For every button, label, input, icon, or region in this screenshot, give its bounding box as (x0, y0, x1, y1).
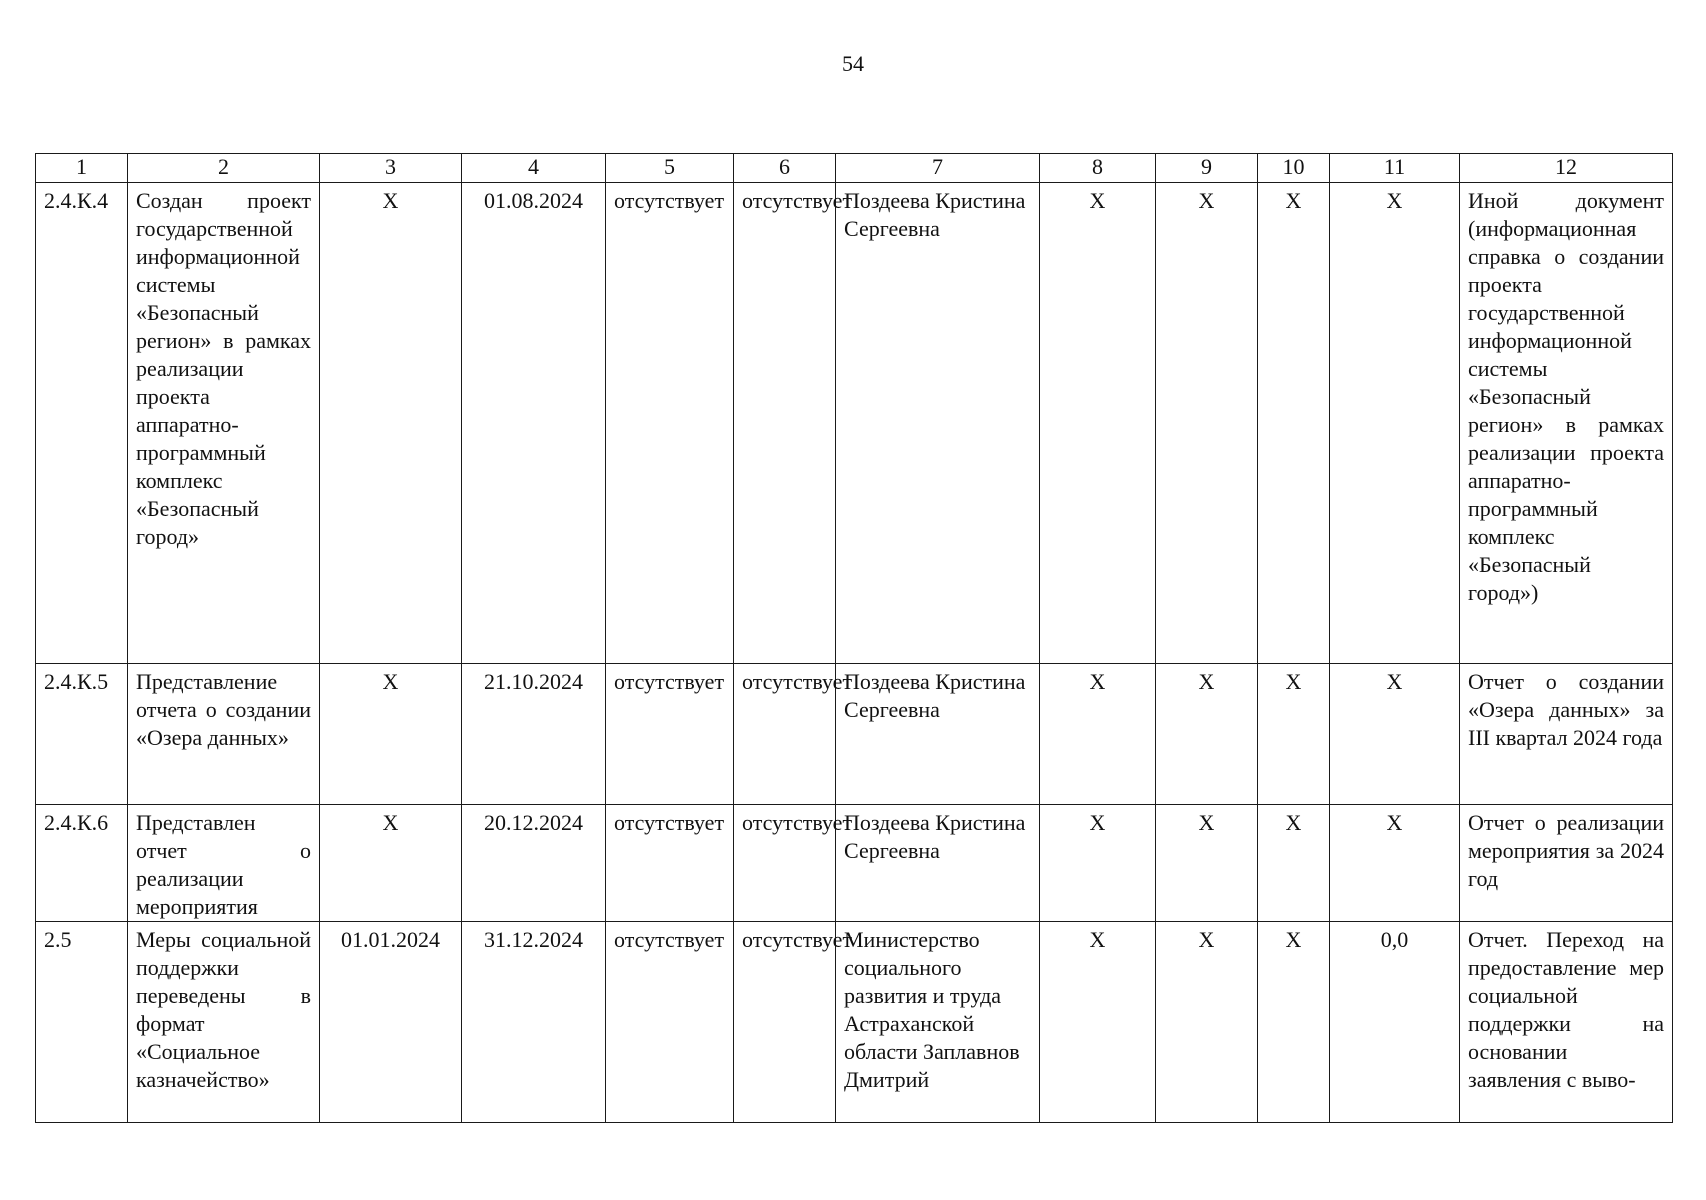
column-header: 11 (1330, 154, 1460, 183)
cell-col4: 21.10.2024 (462, 664, 606, 805)
cell-name: Создан проект государственной информационной системы «Безопасный регион» в рамках реализации проекта аппаратно-программный комплекс «Безопасный город» (128, 183, 320, 664)
cell-col3: Х (320, 183, 462, 664)
header-row (36, 154, 1673, 183)
cell-col3: Х (320, 664, 462, 805)
cell-col4: 31.12.2024 (462, 922, 606, 1123)
cell-col5: отсутствует (606, 183, 734, 664)
column-header: 8 (1040, 154, 1156, 183)
cell-col4: 20.12.2024 (462, 805, 606, 922)
cell-col6: отсутствует (734, 805, 836, 922)
cell-result: Отчет о реализации мероприятия за 2024 год (1460, 805, 1673, 922)
column-header: 12 (1460, 154, 1673, 183)
cell-col3: Х (320, 805, 462, 922)
table-row (36, 922, 1673, 1123)
cell-name: Представление отчета о создании «Озера данных» (128, 664, 320, 805)
cell-result: Иной документ (информационная справка о создании проекта государственной информационной системы «Безопасный регион» в рамках реализации проекта аппаратно-программный комплекс «Безопасный город») (1460, 183, 1673, 664)
cell-col11: 0,0 (1330, 922, 1460, 1123)
cell-responsible: Поздеева Кристина Сергеевна (836, 183, 1040, 664)
cell-col9: Х (1156, 183, 1258, 664)
cell-col10: Х (1258, 805, 1330, 922)
table-row (36, 805, 1673, 922)
cell-code: 2.4.К.5 (36, 664, 128, 805)
cell-col10: Х (1258, 922, 1330, 1123)
cell-col6: отсутствует (734, 664, 836, 805)
column-header: 6 (734, 154, 836, 183)
cell-col11: Х (1330, 664, 1460, 805)
column-header: 1 (36, 154, 128, 183)
cell-result: Отчет о создании «Озера данных» за III квартал 2024 года (1460, 664, 1673, 805)
data-table (35, 153, 1673, 1123)
cell-col8: Х (1040, 922, 1156, 1123)
cell-col8: Х (1040, 805, 1156, 922)
column-header: 3 (320, 154, 462, 183)
page-number: 54 (842, 51, 864, 76)
table-row (36, 183, 1673, 664)
cell-col11: Х (1330, 805, 1460, 922)
cell-col10: Х (1258, 664, 1330, 805)
cell-col5: отсутствует (606, 922, 734, 1123)
column-header: 2 (128, 154, 320, 183)
cell-responsible: Министерство социального развития и труда Астраханской области Заплавнов Дмитрий (836, 922, 1040, 1123)
cell-col3: 01.01.2024 (320, 922, 462, 1123)
column-header: 9 (1156, 154, 1258, 183)
cell-name: Представлен отчет о реализации мероприятия (128, 805, 320, 922)
cell-col9: Х (1156, 922, 1258, 1123)
cell-result: Отчет. Переход на предоставление мер социальной поддержки на основании заявления с выво- (1460, 922, 1673, 1123)
column-header: 7 (836, 154, 1040, 183)
cell-code: 2.4.К.6 (36, 805, 128, 922)
column-header: 5 (606, 154, 734, 183)
cell-col6: отсутствует (734, 183, 836, 664)
cell-col9: Х (1156, 805, 1258, 922)
cell-col11: Х (1330, 183, 1460, 664)
column-header: 4 (462, 154, 606, 183)
cell-col8: Х (1040, 183, 1156, 664)
cell-col4: 01.08.2024 (462, 183, 606, 664)
cell-col9: Х (1156, 664, 1258, 805)
cell-col6: отсутствует (734, 922, 836, 1123)
cell-responsible: Поздеева Кристина Сергеевна (836, 805, 1040, 922)
cell-col8: Х (1040, 664, 1156, 805)
cell-code: 2.4.К.4 (36, 183, 128, 664)
cell-code: 2.5 (36, 922, 128, 1123)
column-header: 10 (1258, 154, 1330, 183)
cell-col10: Х (1258, 183, 1330, 664)
cell-name: Меры социальной поддержки переведены в формат «Социальное казначейство» (128, 922, 320, 1123)
table-row (36, 664, 1673, 805)
cell-col5: отсутствует (606, 805, 734, 922)
cell-responsible: Поздеева Кристина Сергеевна (836, 664, 1040, 805)
cell-col5: отсутствует (606, 664, 734, 805)
